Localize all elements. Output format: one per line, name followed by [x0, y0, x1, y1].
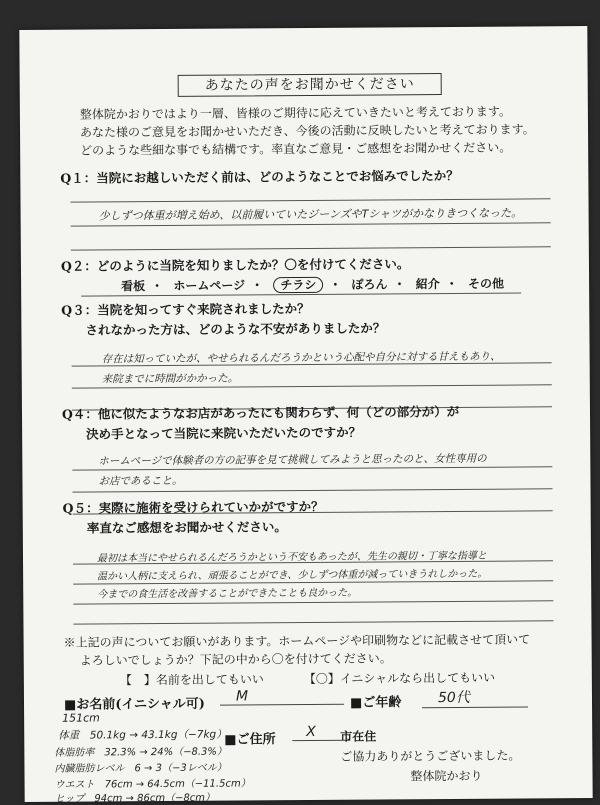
- q4-rule-2: [73, 488, 553, 492]
- intro-line-1: 整体院かおりではより一層、皆様のご期待に応えていきたいと考えております。: [79, 104, 511, 122]
- request-line-1: ※上記の声についてお願いがあります。ホームページや印刷物などに記載させて頂いて: [63, 632, 531, 650]
- survey-title: あなたの声をお聞かせください: [178, 73, 442, 97]
- q3-question-2: されなかった方は、どのような不安がありましたか？: [85, 320, 386, 338]
- age-label: ■ご年齢: [349, 695, 402, 711]
- note-waist: ウエスト 76cm → 64.5cm（−11.5cm）: [54, 778, 251, 791]
- address-label: ■ご住所: [224, 732, 276, 748]
- age-value: 50代: [422, 686, 528, 708]
- q4-answer-2: お店であること。: [98, 474, 183, 488]
- name-value: M: [220, 688, 344, 706]
- address-value: X: [292, 724, 350, 741]
- q1-question: Q１：当院にお越しいただく前は、どのようなことでお悩みでしたか？: [60, 167, 459, 186]
- note-hip: ヒップ 94cm → 86cm（−8cm）: [54, 792, 216, 805]
- request-line-2: よろしいでしょうか？下記の中から〇を付けてください。: [79, 651, 392, 668]
- q5-rule-4: [73, 620, 553, 624]
- permission-option-initials-selected: 【〇】イニシャルなら出してもいい: [303, 670, 496, 687]
- q2-option-other: その他: [467, 276, 505, 291]
- q2-option-signboard: 看板: [121, 279, 146, 294]
- q4-answer-1: ホームページで体験者の方の記事を見て挑戦してみようと思ったのと、女性専用の: [98, 452, 487, 468]
- q2-option-flyer-selected: チラシ: [273, 277, 323, 293]
- note-height: 151cm: [62, 711, 100, 725]
- intro-line-3: どのような些細な事でも結構です。率直なご意見・ご感想をお聞かせください。: [80, 140, 512, 158]
- note-body-fat: 体脂肪率 32.3% → 24%（−8.3%）: [54, 746, 227, 759]
- intro-line-2: あなた様のご意見をお聞かせいただき、今後の活動に反映したいと考えております。: [79, 122, 535, 140]
- q3-answer-2: 来院までに時間がかかった。: [101, 372, 239, 386]
- q5-rule-3: [73, 600, 553, 604]
- q1-answer: 少しずつ体重が増え始め、以前履いていたジーンズやTシャツがかなりきつくなった。: [98, 206, 523, 223]
- address-suffix: 市在住: [340, 729, 377, 744]
- q4-question-1: Q４：他に似たようなお店があったにも関わらず、何（どの部分が）が: [61, 403, 460, 422]
- q5-answer-3: 今までの食生活を改善することができたことも良かった。: [97, 587, 358, 601]
- permission-option-name: 【 】名前を出してもいい: [119, 672, 264, 688]
- q5-question-1: Q５：実際に施術を受けられていかがですか？: [62, 498, 324, 516]
- note-weight: 体重 50.1kg → 43.1kg（−7kg）: [58, 728, 227, 742]
- q4-question-2: 決め手となって当院に来院いただいたのですか？: [86, 424, 362, 442]
- q5-answer-2: 温かい人柄に支えられ、頑張ることができ、少しずつ体重が減っていきうれしかった。: [97, 568, 488, 583]
- q5-question-2: 率直なご感想をお聞かせください。: [86, 519, 287, 536]
- note-visceral-fat: 内臓脂肪レベル 6 → 3（−3レベル）: [54, 762, 227, 775]
- q2-option-homepage: ホームページ: [173, 278, 246, 293]
- name-label: ■お名前(イニシャル可): [63, 696, 205, 713]
- q2-option-referral: 紹介: [415, 277, 440, 292]
- q2-options: 看板 ・ ホームページ ・ チラシ ・ ぽろん ・ 紹介 ・ その他: [121, 276, 505, 294]
- thanks-message: ご協力ありがとうございました。: [340, 748, 521, 764]
- q3-answer-1: 存在は知っていたが、やせられるんだろうかという心配や自分に対する甘えもあり、: [101, 350, 501, 366]
- q5-answer-1: 最初は本当にやせられるんだろうかという不安もあったが、先生の親切・丁寧な指導と: [96, 550, 487, 565]
- q1-rule-1: [71, 198, 551, 202]
- survey-sheet: [19, 26, 592, 805]
- q2-question: Q２：どのように当院を知りましたか？〇を付けてください。: [60, 256, 410, 274]
- clinic-signature: 整体院かおり: [410, 768, 483, 784]
- q3-question-1: Q３：当院を知ってすぐ来院されましたか？: [61, 300, 310, 318]
- q1-rule-3: [71, 246, 551, 250]
- q2-option-poron: ぽろん: [351, 277, 388, 292]
